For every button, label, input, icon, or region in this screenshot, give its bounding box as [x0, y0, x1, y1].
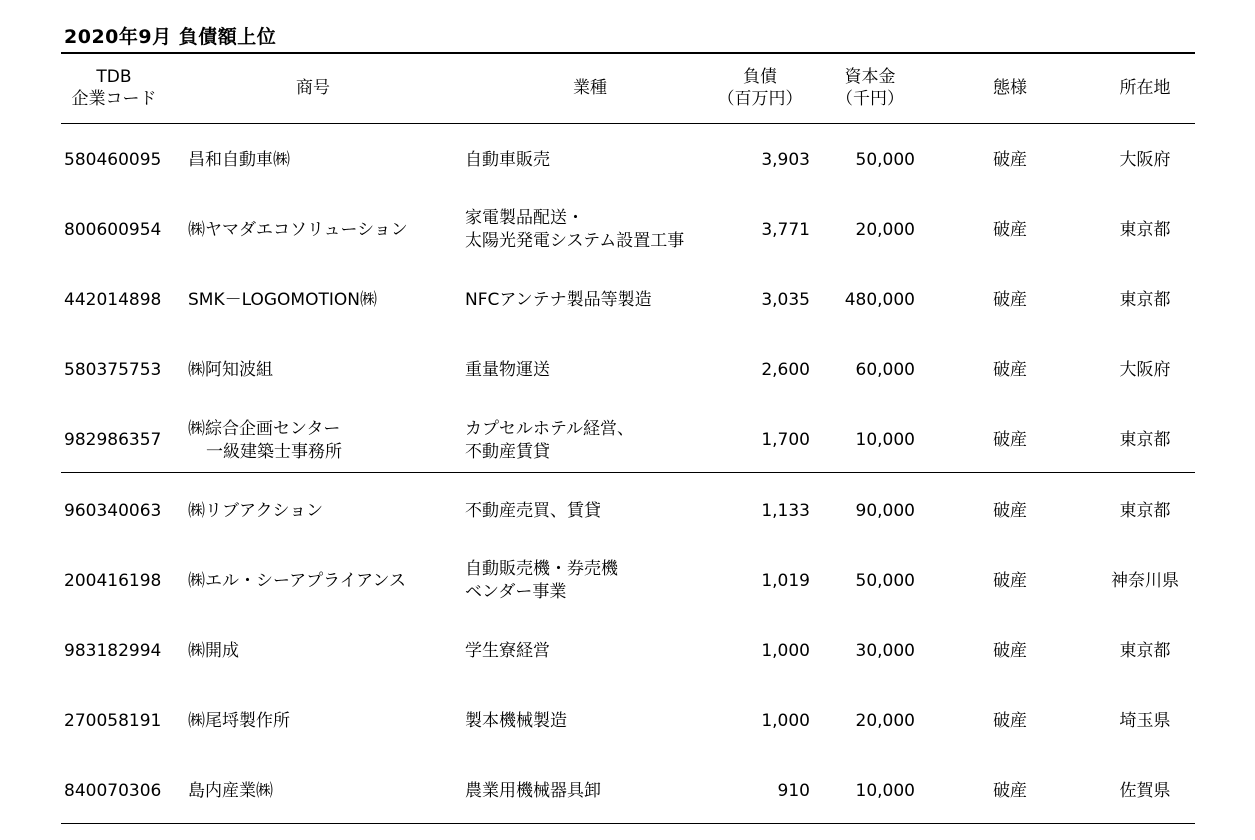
company-code [64, 616, 174, 686]
bankruptcy-form-line: 破産 [993, 781, 1027, 802]
company-name-line: ㈱開成 [188, 640, 239, 661]
capital-amount-line: 480,000 [844, 289, 915, 310]
capital-amount-line: 50,000 [855, 149, 915, 170]
company-name-line: ㈱阿知波組 [188, 360, 273, 381]
industry [465, 125, 715, 195]
table-row [0, 546, 1255, 616]
company-name [188, 687, 448, 757]
location-line: 東京都 [1119, 430, 1171, 451]
location-line: 神奈川県 [1111, 570, 1179, 591]
location [1095, 406, 1195, 476]
company-name-line: ㈱エル・シーアプライアンス [188, 570, 406, 591]
industry [465, 687, 715, 757]
company-code-line: 200416198 [64, 570, 162, 591]
bankruptcy-form [960, 125, 1060, 195]
company-code [64, 265, 174, 335]
bankruptcy-form [960, 757, 1060, 827]
capital-amount-line: 20,000 [855, 219, 915, 240]
company-code [64, 406, 174, 476]
debt-amount [700, 757, 810, 827]
company-name [188, 125, 448, 195]
bankruptcy-form-line: 破産 [993, 500, 1027, 521]
table-row [0, 265, 1255, 335]
debt-amount-line: 1,133 [761, 500, 810, 521]
industry-line: 家電製品配送・ [465, 208, 584, 229]
header-capital [820, 64, 920, 112]
industry [465, 336, 715, 406]
table-row [0, 687, 1255, 757]
debt-amount [700, 687, 810, 757]
location-line: 大阪府 [1119, 149, 1171, 170]
capital-amount [800, 757, 915, 827]
company-name [188, 616, 448, 686]
company-code [64, 687, 174, 757]
location-line: 埼玉県 [1119, 711, 1171, 732]
capital-amount [800, 336, 915, 406]
bankruptcy-form [960, 476, 1060, 546]
industry-line: 農業用機械器具卸 [465, 781, 601, 802]
debt-amount [700, 476, 810, 546]
debt-amount [700, 265, 810, 335]
industry-line: ベンダー事業 [465, 582, 567, 603]
header-capital-line2: （千円） [836, 89, 904, 109]
header-name-label: 商号 [296, 78, 330, 98]
bankruptcy-form [960, 687, 1060, 757]
company-name-line: 一級建築士事務所 [206, 441, 342, 462]
location-line: 佐賀県 [1119, 781, 1171, 802]
location [1095, 616, 1195, 686]
location [1095, 125, 1195, 195]
capital-amount-line: 90,000 [855, 500, 915, 521]
industry [465, 265, 715, 335]
industry-line: カプセルホテル経営、 [465, 418, 634, 439]
company-code [64, 195, 174, 265]
header-name [188, 64, 438, 112]
header-capital-line1: 資本金 [844, 67, 896, 87]
company-code-line: 960340063 [64, 500, 162, 521]
location [1095, 476, 1195, 546]
company-code [64, 546, 174, 616]
location-line: 東京都 [1119, 219, 1171, 240]
location [1095, 336, 1195, 406]
industry [465, 616, 715, 686]
debt-amount-line: 2,600 [761, 360, 810, 381]
location [1095, 546, 1195, 616]
header-industry [465, 64, 715, 112]
debt-amount [700, 195, 810, 265]
debt-amount-line: 1,000 [761, 640, 810, 661]
header-code [64, 64, 164, 112]
bankruptcy-form-line: 破産 [993, 149, 1027, 170]
location [1095, 195, 1195, 265]
table-row [0, 757, 1255, 827]
capital-amount [800, 406, 915, 476]
company-name [188, 757, 448, 827]
industry-line: 自動販売機・券売機 [465, 559, 618, 580]
table-row [0, 616, 1255, 686]
header-rule [61, 123, 1195, 124]
company-code-line: 840070306 [64, 781, 162, 802]
debt-amount [700, 616, 810, 686]
debt-amount-line: 1,019 [761, 570, 810, 591]
debt-amount [700, 125, 810, 195]
debt-amount-line: 1,000 [761, 711, 810, 732]
page-title: 2020年9月 負債額上位 [64, 26, 277, 48]
table-row [0, 406, 1255, 476]
industry-line: 自動車販売 [465, 149, 550, 170]
company-code-line: 442014898 [64, 289, 162, 310]
location [1095, 757, 1195, 827]
company-code-line: 983182994 [64, 640, 162, 661]
capital-amount-line: 10,000 [855, 430, 915, 451]
company-code [64, 336, 174, 406]
header-debt [710, 64, 810, 112]
bankruptcy-form-line: 破産 [993, 360, 1027, 381]
bankruptcy-form-line: 破産 [993, 640, 1027, 661]
bankruptcy-form [960, 265, 1060, 335]
location [1095, 265, 1195, 335]
capital-amount [800, 476, 915, 546]
company-code [64, 125, 174, 195]
industry [465, 476, 715, 546]
industry [465, 546, 715, 616]
header-form-label: 態様 [993, 78, 1027, 98]
bankruptcy-form-line: 破産 [993, 289, 1027, 310]
capital-amount [800, 265, 915, 335]
location-line: 東京都 [1119, 500, 1171, 521]
location-line: 東京都 [1119, 640, 1171, 661]
top-rule [61, 52, 1195, 54]
table-row [0, 195, 1255, 265]
capital-amount [800, 616, 915, 686]
company-name-line: SMK－LOGOMOTION㈱ [188, 289, 377, 310]
company-code-line: 580460095 [64, 149, 162, 170]
bankruptcy-form-line: 破産 [993, 711, 1027, 732]
capital-amount-line: 60,000 [855, 360, 915, 381]
capital-amount [800, 546, 915, 616]
bankruptcy-form [960, 546, 1060, 616]
industry [465, 406, 715, 476]
industry-line: 太陽光発電システム設置工事 [465, 231, 685, 252]
location [1095, 687, 1195, 757]
industry-line: 不動産賃貸 [465, 441, 550, 462]
table-row [0, 125, 1255, 195]
company-code-line: 270058191 [64, 711, 162, 732]
company-name-line: ㈱尾埒製作所 [188, 711, 290, 732]
header-code-line1: TDB [96, 67, 132, 87]
company-code-line: 800600954 [64, 219, 162, 240]
company-name-line: ㈱リブアクション [188, 500, 324, 521]
industry-line: NFCアンテナ製品等製造 [465, 289, 652, 310]
debt-amount-line: 910 [777, 781, 810, 802]
debt-amount [700, 336, 810, 406]
capital-amount [800, 125, 915, 195]
industry-line: 製本機械製造 [465, 711, 567, 732]
header-form [960, 64, 1060, 112]
debt-amount-line: 3,771 [761, 219, 810, 240]
company-name-line: ㈱ヤマダエコソリューション [188, 219, 408, 240]
bankruptcy-form-line: 破産 [993, 219, 1027, 240]
debt-amount-line: 3,903 [761, 149, 810, 170]
location-line: 東京都 [1119, 289, 1171, 310]
capital-amount [800, 687, 915, 757]
debt-amount [700, 546, 810, 616]
bankruptcy-form-line: 破産 [993, 570, 1027, 591]
company-name [188, 195, 448, 265]
company-name [188, 546, 448, 616]
header-code-line2: 企業コード [71, 89, 157, 109]
capital-amount [800, 195, 915, 265]
header-debt-line1: 負債 [743, 67, 777, 87]
company-code-line: 982986357 [64, 430, 162, 451]
industry-line: 学生寮経営 [465, 640, 550, 661]
industry [465, 757, 715, 827]
table-row [0, 336, 1255, 406]
industry [465, 195, 715, 265]
company-code-line: 580375753 [64, 360, 162, 381]
industry-line: 重量物運送 [465, 360, 550, 381]
header-industry-label: 業種 [573, 78, 607, 98]
debt-amount-line: 1,700 [761, 430, 810, 451]
industry-line: 不動産売買、賃貸 [465, 500, 601, 521]
company-name [188, 476, 448, 546]
bankruptcy-form [960, 195, 1060, 265]
bankruptcy-form-line: 破産 [993, 430, 1027, 451]
debt-amount [700, 406, 810, 476]
company-name [188, 265, 448, 335]
company-name-line: ㈱綜合企画センター [188, 418, 341, 439]
capital-amount-line: 10,000 [855, 781, 915, 802]
header-location [1095, 64, 1195, 112]
company-code [64, 476, 174, 546]
bankruptcy-form [960, 406, 1060, 476]
bankruptcy-form [960, 616, 1060, 686]
company-code [64, 757, 174, 827]
company-name-line: 昌和自動車㈱ [188, 149, 290, 170]
company-name [188, 336, 448, 406]
header-debt-line2: （百万円） [717, 89, 803, 109]
header-location-label: 所在地 [1119, 78, 1171, 98]
capital-amount-line: 30,000 [855, 640, 915, 661]
company-name [188, 406, 448, 476]
location-line: 大阪府 [1119, 360, 1171, 381]
company-name-line: 島内産業㈱ [188, 781, 273, 802]
debt-amount-line: 3,035 [761, 289, 810, 310]
table-row [0, 476, 1255, 546]
capital-amount-line: 20,000 [855, 711, 915, 732]
capital-amount-line: 50,000 [855, 570, 915, 591]
bankruptcy-form [960, 336, 1060, 406]
